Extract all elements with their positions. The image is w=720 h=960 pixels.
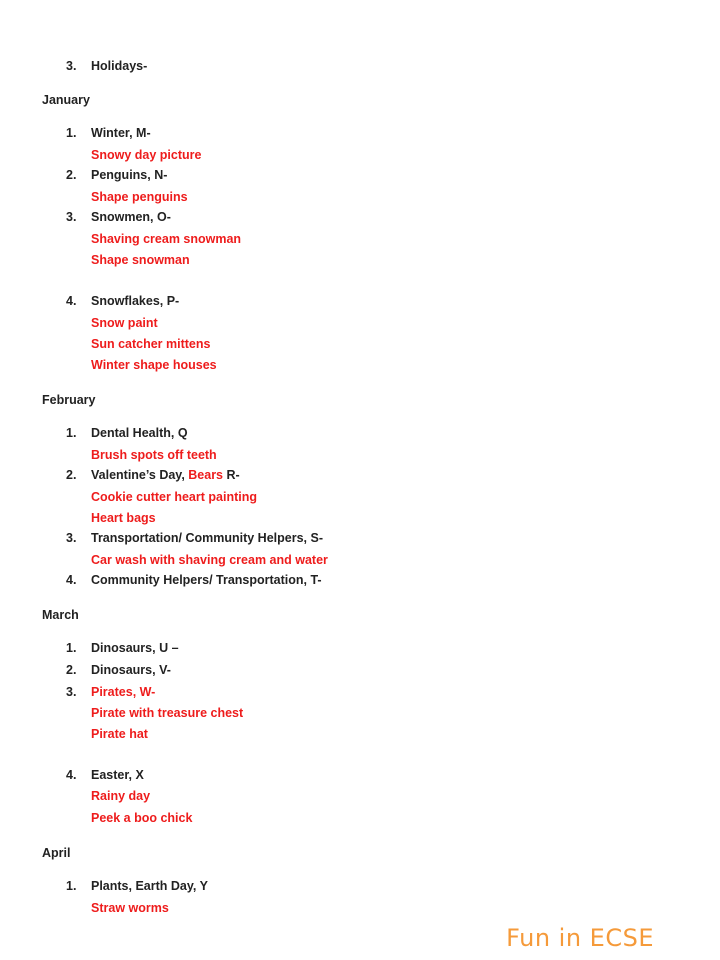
- activity-item: Pirate hat: [91, 727, 148, 741]
- topic-title: Winter, M-: [91, 126, 151, 140]
- list-number: 4.: [66, 573, 77, 587]
- list-number: 3.: [66, 210, 77, 224]
- month-heading-january: January: [42, 93, 90, 107]
- watermark: Fun in ECSE: [506, 924, 654, 952]
- topic-title: [91, 468, 240, 483]
- topic-title: Dinosaurs, U –: [91, 641, 179, 655]
- activity-item: Sun catcher mittens: [91, 337, 211, 351]
- activity-item: Winter shape houses: [91, 358, 217, 372]
- activity-item: Pirate with treasure chest: [91, 706, 244, 720]
- activity-item: Shape penguins: [91, 190, 188, 204]
- topic-title-end: R-: [223, 468, 240, 482]
- activity-item: Heart bags: [91, 511, 156, 525]
- month-heading-february: February: [42, 393, 96, 407]
- list-number: 2.: [66, 168, 77, 182]
- topic-title: Plants, Earth Day, Y: [91, 879, 208, 893]
- topic-title-highlight: Bears: [188, 468, 224, 482]
- list-number: 1.: [66, 879, 77, 893]
- list-number: 3.: [66, 531, 77, 545]
- activity-item: Shape snowman: [91, 253, 190, 267]
- topic-title: Pirates, W-: [91, 685, 156, 699]
- topic-title: Community Helpers/ Transportation, T-: [91, 573, 322, 587]
- topic-title: Snowflakes, P-: [91, 294, 180, 308]
- activity-item: Cookie cutter heart painting: [91, 490, 257, 504]
- topic-title: Dinosaurs, V-: [91, 663, 171, 677]
- activity-item: Rainy day: [91, 789, 151, 803]
- topic-title-text: Valentine’s Day,: [91, 468, 189, 482]
- topic-title: Easter, X: [91, 768, 144, 782]
- topic-title: Transportation/ Community Helpers, S-: [91, 531, 323, 545]
- month-heading-march: March: [42, 608, 79, 622]
- activity-item: Straw worms: [91, 901, 169, 915]
- list-number: 3.: [66, 685, 77, 699]
- list-number: 4.: [66, 294, 77, 308]
- list-number: 3.: [66, 59, 77, 73]
- activity-item: Brush spots off teeth: [91, 448, 217, 462]
- list-number: 1.: [66, 126, 77, 140]
- list-number: 4.: [66, 768, 77, 782]
- topic-title: Holidays-: [91, 59, 148, 73]
- topic-title: Penguins, N-: [91, 168, 168, 182]
- list-number: 1.: [66, 641, 77, 655]
- activity-item: Peek a boo chick: [91, 811, 193, 825]
- activity-item: Snow paint: [91, 316, 158, 330]
- topic-title: Dental Health, Q: [91, 426, 188, 440]
- topic-title: Snowmen, O-: [91, 210, 171, 224]
- activity-item: Shaving cream snowman: [91, 232, 242, 246]
- list-number: 2.: [66, 663, 77, 677]
- month-heading-april: April: [42, 846, 71, 860]
- list-number: 2.: [66, 468, 77, 482]
- activity-item: Car wash with shaving cream and water: [91, 553, 328, 567]
- activity-item: Snowy day picture: [91, 148, 202, 162]
- list-number: 1.: [66, 426, 77, 440]
